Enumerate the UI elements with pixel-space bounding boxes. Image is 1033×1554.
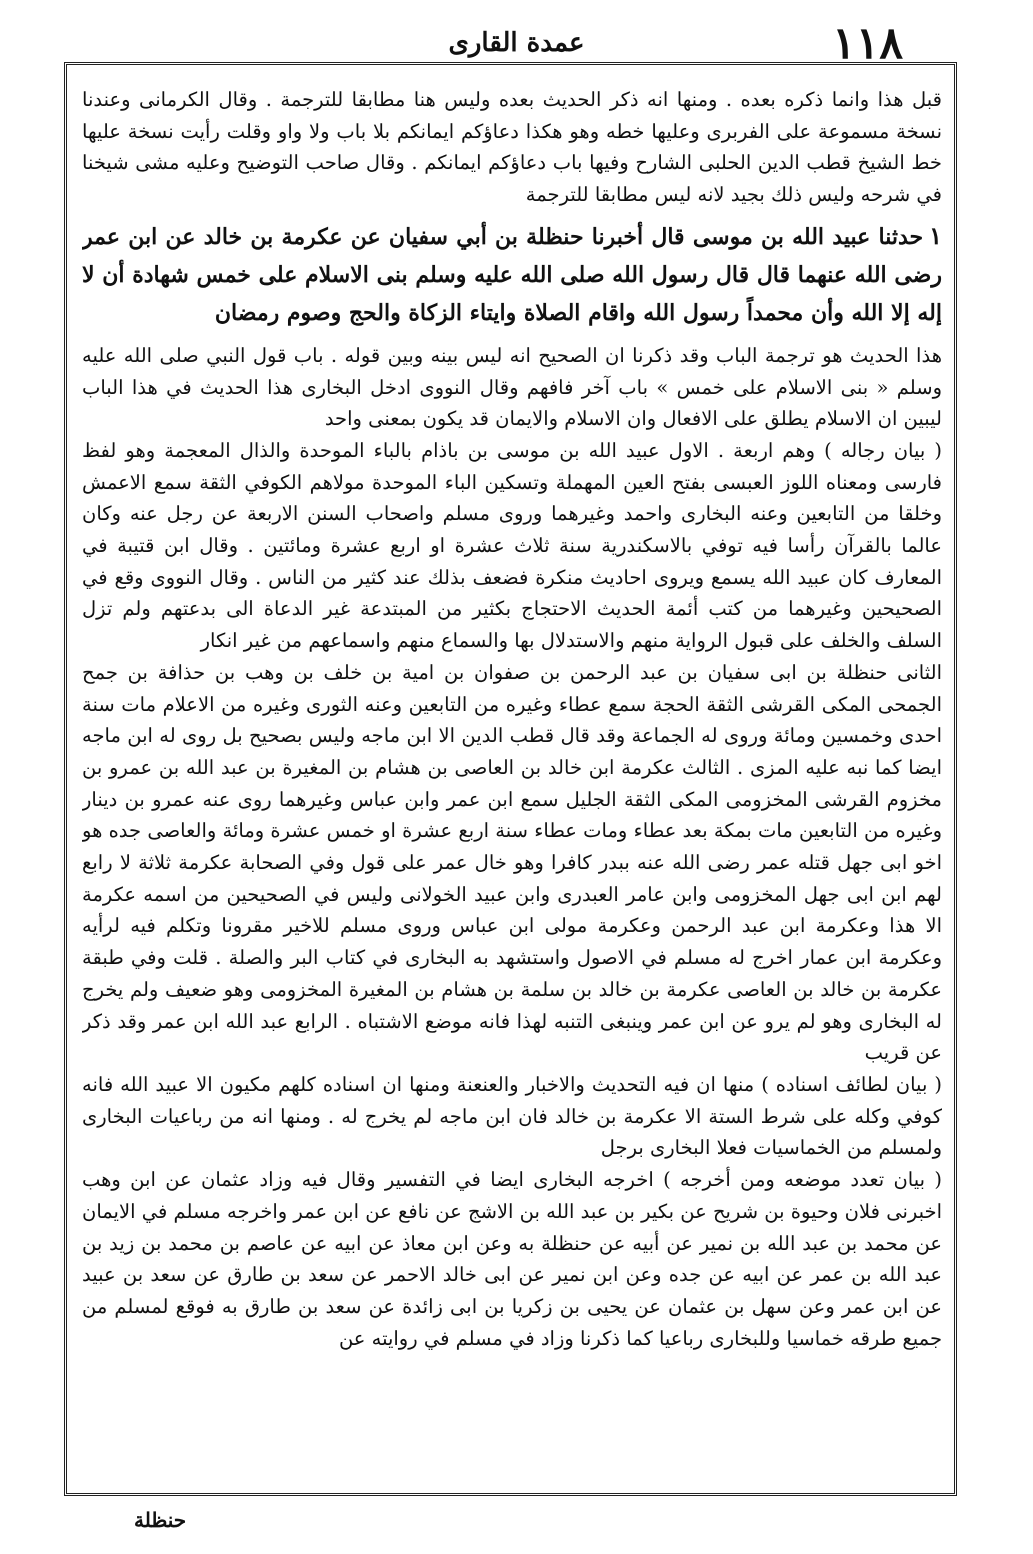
paragraph-narrators-cont: الثانى حنظلة بن ابى سفيان بن عبد الرحمن بن صفوان بن امية بن خلف بن وهب بن حذافة بن جمح الجمحى المكى القرشى الثقة الحجة سمع عطاء وغيره من التابعين وعنه الثورى وغيره من الاعلام مات سنة احدى وخمسين ومائة وروى له الجماعة وقد قال قطب الدين الا ابن ماجه وليس بصحيح بل روى له ابن ماجه ايضا كما نبه عليه المزى . الثالث عكرمة ابن خالد بن العاصى بن هشام بن المغيرة بن عبد الله بن عمرو بن مخزوم القرشى المخزومى المكى الثقة الجليل سمع ابن عمر وابن عباس وغيرهما روى عنه عمرو بن دينار وغيره من التابعين مات بمكة بعد عطاء ومات عطاء سنة اربع عشرة او خمس عشرة ومائة والعاصى جده هو اخو ابى جهل قتله عمر رضى الله عنه ببدر كافرا وهو خال عمر على قول وفي الصحابة عكرمة ثلاثة لا رابع لهم ابن ابى جهل المخزومى وابن عامر العبدرى وابن عبيد الخولانى وليس في الصحيحين من اسمه عكرمة الا هذا وعكرمة ابن عبد الرحمن وعكرمة مولى ابن عباس وروى مسلم للاخير مقرونا وتكلم فيه لرأيه وعكرمة ابن عمار اخرج له مسلم في الاصول واستشهد به البخارى في كتاب البر والصلة . قلت وفي طبقة عكرمة بن خالد بن العاصى عكرمة بن خالد بن سلمة بن هشام بن المغيرة المخزومى وهو ضعيف ولم يخرج له البخارى وهو لم يرو عن ابن عمر وينبغى التنبه لهذا فانه موضع الاشتباه . الرابع عبد الله ابن عمر وقد ذكر عن قريب <box>82 660 942 1065</box>
paragraph-narrators: ( بيان رجاله ) وهم اربعة . الاول عبيد الله بن موسى بن باذام بالباء الموحدة والذال المعجمة وهو لفظ فارسى ومعناه اللوز العبسى بفتح العين المهملة وتسكين الباء الموحدة مولاهم الكوفي الثقة سمع الاعمش وخلقا من التابعين وعنه البخارى واحمد وغيرهما وروى مسلم واصحاب السنن الاربعة عن رجل عنه وكان عالما بالقرآن رأسا فيه توفي بالاسكندرية سنة ثلاث عشرة او اربع عشرة ومائتين . وقال ابن قتيبة في المعارف كان عبيد الله يسمع ويروى احاديث منكرة فضعف بذلك عند كثير من الناس . وقال النووى وقع في الصحيحين وغيرهما من كتب أئمة الحديث الاحتجاج بكثير من المبتدعة غير الدعاة الى بدعتهم ولم تزل السلف والخلف على قبول الرواية منهم والاستدلال بها والسماع منهم واسماعهم من غير انكار <box>82 438 942 653</box>
page-number: ١١٨ <box>832 18 903 69</box>
paragraph-commentary: هذا الحديث هو ترجمة الباب وقد ذكرنا ان الصحيح انه ليس بينه وبين قوله . باب قول النبي صلى الله عليه وسلم « بنى الاسلام على خمس » باب آخر فافهم وقال النووى ادخل البخارى هذا الحديث في هذا الباب ليبين ان الاسلام يطلق على الافعال وان الاسلام والايمان قد يكون بمعنى واحد <box>82 343 942 431</box>
paragraph-intro: قبل هذا وانما ذكره بعده . ومنها انه ذكر الحديث بعده وليس هنا مطابقا للترجمة . وقال الكرمانى وعندنا نسخة مسموعة على الفربرى وعليها خطه وهو هكذا دعاؤكم ايمانكم بلا باب ولا واو وقلت رأيت نسخة عليها خط الشيخ قطب الدين الحلبى الشارح وفيها باب دعاؤكم ايمانكم . وقال صاحب التوضيح وعليه مشى شيخنا في شرحه وليس ذلك بجيد لانه ليس مطابقا للترجمة <box>82 88 942 207</box>
catchword: حنظلة <box>134 1508 187 1532</box>
text-body <box>82 84 942 1490</box>
running-title: عمدة القارى <box>448 28 585 58</box>
paragraph-sources: ( بيان تعدد موضعه ومن أخرجه ) اخرجه البخارى ايضا في التفسير وقال فيه وزاد عثمان عن ابن وهب اخبرنى فلان وحيوة بن شريح عن بكير بن عبد الله بن الاشج عن نافع عن ابن عمر واخرجه مسلم في الايمان عن محمد بن عبد الله بن نمير عن أبيه عن حنظلة به وعن ابن معاذ عن ابيه عن عاصم بن محمد بن زيد بن عبد الله بن عمر عن ابيه عن جده وعن ابن نمير عن ابى خالد الاحمر عن سعد بن طارق عن سعد بن عبيد عن ابن عمر وعن سهل بن عثمان عن يحيى بن زكريا بن ابى زائدة عن سعد بن طارق به فوقع لمسلم من جميع طرقه خماسيا وللبخارى رباعيا كما ذكرنا وزاد في مسلم في روايته عن <box>82 1168 942 1350</box>
hadith-text <box>82 217 942 332</box>
hadith-body: حدثنا عبيد الله بن موسى قال أخبرنا حنظلة بن أبي سفيان عن عكرمة بن خالد عن ابن عمر رضى الله عنهما قال قال رسول الله صلى الله عليه وسلم بنى الاسلام على خمس شهادة أن لا إله إلا الله وأن محمداً رسول الله واقام الصلاة وايتاء الزكاة والحج وصوم رمضان <box>82 223 942 326</box>
paragraph-isnad: ( بيان لطائف اسناده ) منها ان فيه التحديث والاخبار والعنعنة ومنها ان اسناده كلهم مكيون الا عبيد الله فانه كوفي وكله على شرط الستة الا عكرمة بن خالد فان ابن ماجه لم يخرج له . ومنها انه من رباعيات البخارى ولمسلم من الخماسيات فعلا البخارى برجل <box>82 1072 942 1160</box>
hadith-number: ١ <box>929 220 942 250</box>
